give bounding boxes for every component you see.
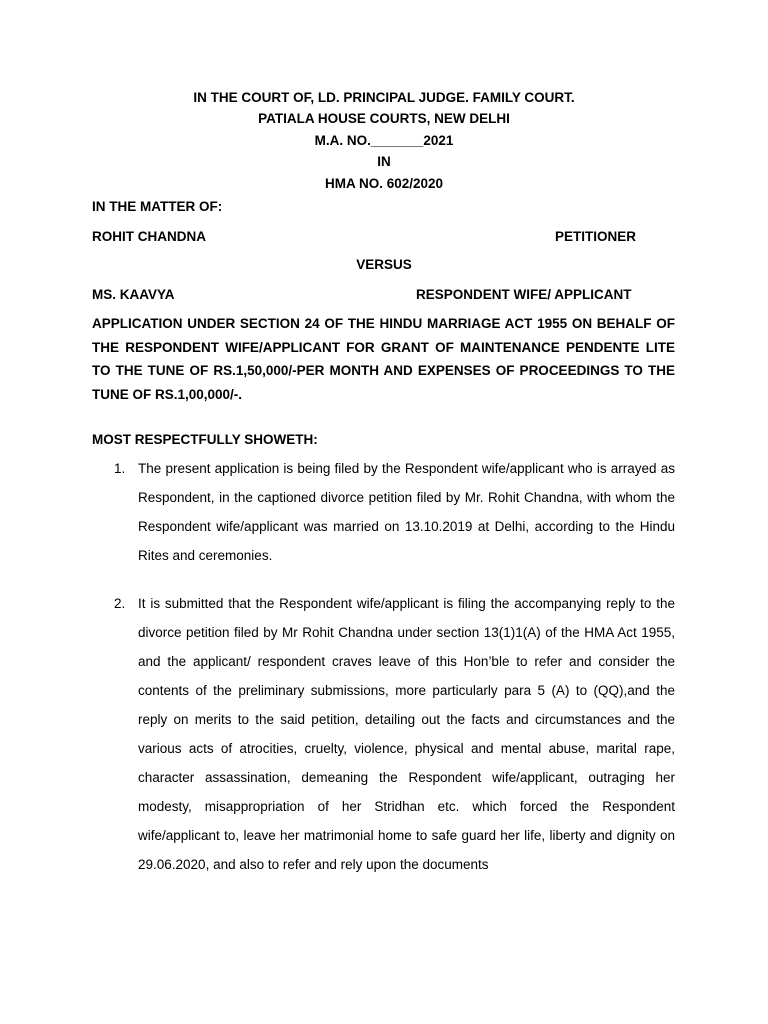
paragraph-2-text: It is submitted that the Respondent wife/applicant is filing the accompanying reply to the divorce petition filed by Mr Rohit Chandna under section 13(1)1(A) of the HMA Act 1955, and the applicant/ respondent craves leave of this Hon’ble to refer and consider the contents of the preliminary submissions, more particularly para 5 (A) to (QQ),and the reply on merits to the said petition, detailing out the facts and circumstances and the various acts of atrocities, cruelty, violence, physical and mental abuse, marital rape, character assassination, demeaning the Respondent wife/applicant, outraging her modesty, misappropriation of her Stridhan etc. which forced the Respondent wife/applicant to, leave her matrimonial home to safe guard her life, liberty and dignity on 29.06.2020, and also to refer and rely upon the documents xyxy=(138,596,675,872)
application-subject: APPLICATION UNDER SECTION 24 OF THE HINDU MARRIAGE ACT 1955 ON BEHALF OF THE RESPONDENT WIFE/APPLICANT FOR GRANT OF MAINTENANCE PENDENTE LITE TO THE TUNE OF RS.1,50,000/-PER MONTH AND EXPENSES OF PROCEEDINGS TO THE TUNE OF RS.1,00,000/-. xyxy=(92,316,675,402)
versus-label: VERSUS xyxy=(356,257,412,272)
paragraph-1-text: The present application is being filed by the Respondent wife/applicant who is arrayed as Respondent, in the captioned divorce petition filed by Mr. Rohit Chandna, with whom the Respondent wife/applicant was married on 13.10.2019 at Delhi, according to the Hindu Rites and ceremonies. xyxy=(138,461,675,563)
respondent-name: MS. KAAVYA xyxy=(92,287,175,302)
ma-number: M.A. NO._______2021 xyxy=(314,133,454,148)
matter-label: IN THE MATTER OF: xyxy=(92,199,223,214)
court-location: PATIALA HOUSE COURTS, NEW DELHI xyxy=(258,111,510,126)
respondent-role: RESPONDENT WIFE/ APPLICANT xyxy=(416,287,632,302)
showeth-heading: MOST RESPECTFULLY SHOWETH: xyxy=(92,432,318,447)
petitioner-name: ROHIT CHANDNA xyxy=(92,229,206,244)
paragraph-2-number: 2. xyxy=(114,596,126,611)
court-heading: IN THE COURT OF, LD. PRINCIPAL JUDGE. FAMILY COURT. xyxy=(193,90,575,105)
hma-number: HMA NO. 602/2020 xyxy=(324,176,444,191)
paragraph-1-number: 1. xyxy=(114,461,126,476)
petitioner-role: PETITIONER xyxy=(555,229,637,244)
in-label: IN xyxy=(377,154,391,169)
